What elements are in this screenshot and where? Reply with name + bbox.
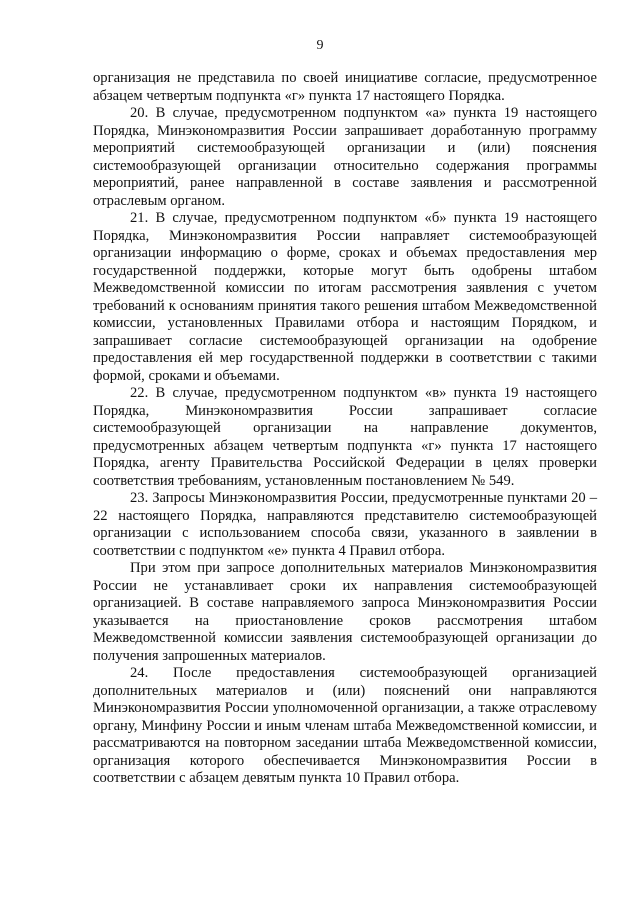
paragraph-24: 24. После предоставления системообразующей организацией дополнительных материалов и (или) пояснений они направляются Минэкономразвития России уполномоченной организации, а также отраслевому органу, Минфину России и иным членам штаба Межведомственной комиссии, и рассматриваются на повторном заседании штаба Межведомственной комиссии, организация которого обеспечивается Минэкономразвития России в соответствии с абзацем девятым пункта 10 Правил отбора. (93, 665, 597, 786)
paragraph-continuation: организация не представила по своей инициативе согласие, предусмотренное абзацем четвертым подпункта «г» пункта 17 настоящего Порядка. (93, 70, 597, 104)
paragraph-22: 22. В случае, предусмотренном подпунктом «в» пункта 19 настоящего Порядка, Минэкономразвития России запрашивает согласие системообразующей организации на направление документов, предусмотренных абзацем четвертым подпункта «г» пункта 17 настоящего Порядка, агенту Правительства Российской Федерации в целях проверки соответствия требованиям, установленным постановлением № 549. (93, 385, 597, 489)
document-body (93, 70, 597, 788)
paragraph-21: 21. В случае, предусмотренном подпунктом «б» пункта 19 настоящего Порядка, Минэкономразвития России направляет системообразующей организации информацию о форме, сроках и объемах предоставления мер государственной поддержки, которые могут быть одобрены штабом Межведомственной комиссии по итогам рассмотрения заявления с учетом требований к основаниям принятия такого решения штабом Межведомственной комиссии, установленных Правилами отбора и настоящим Порядком, и запрашивает согласие системообразующей организации на одобрение предоставления ей мер государственной поддержки в соответствии с такими формой, сроками и объемами. (93, 210, 597, 384)
page-number: 9 (316, 38, 324, 53)
paragraph-23-additional: При этом при запросе дополнительных материалов Минэкономразвития России не устанавливает сроки их направления системообразующей организацией. В составе направляемого запроса Минэкономразвития России указывается на приостановление сроков рассмотрения штабом Межведомственной комиссии заявления системообразующей организации до получения запрошенных материалов. (93, 560, 597, 664)
paragraph-20: 20. В случае, предусмотренном подпунктом «а» пункта 19 настоящего Порядка, Минэкономразвития России запрашивает доработанную программу мероприятий системообразующей организации и (или) пояснения системообразующей организации относительно содержания программы мероприятий, ранее направленной в составе заявления и рассмотренной отраслевым органом. (93, 105, 597, 209)
paragraph-23: 23. Запросы Минэкономразвития России, предусмотренные пунктами 20 – 22 настоящего Порядка, направляются представителю системообразующей организации с использованием способа связи, указанного в заявлении в соответствии с подпунктом «е» пункта 4 Правил отбора. (93, 490, 597, 559)
